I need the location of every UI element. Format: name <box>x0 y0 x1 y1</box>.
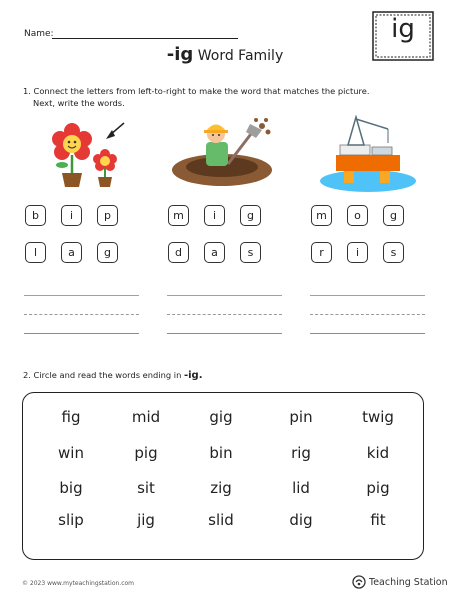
letter-box[interactable]: l <box>25 242 46 263</box>
writing-line-top[interactable] <box>167 295 282 296</box>
word-item[interactable]: win <box>58 444 84 462</box>
word-item[interactable]: slip <box>58 511 84 529</box>
writing-line-base <box>310 333 425 334</box>
stamp-text: ig <box>391 14 415 44</box>
writing-line-base <box>24 333 139 334</box>
letter-box[interactable]: a <box>204 242 225 263</box>
writing-line-mid <box>167 314 282 315</box>
writing-line-top[interactable] <box>24 295 139 296</box>
letter-box[interactable]: g <box>97 242 118 263</box>
letter-box[interactable]: o <box>347 205 368 226</box>
letter-box[interactable]: a <box>61 242 82 263</box>
letter-box[interactable]: r <box>311 242 332 263</box>
word-item[interactable]: jig <box>137 511 155 529</box>
name-line <box>52 38 238 39</box>
writing-line-base <box>167 333 282 334</box>
letter-row <box>25 242 118 263</box>
writing-line-mid <box>310 314 425 315</box>
copyright: © 2023 www.myteachingstation.com <box>22 580 135 587</box>
word-item[interactable]: lid <box>292 479 310 497</box>
word-item[interactable]: big <box>59 479 83 497</box>
boy-digging-icon <box>170 112 280 192</box>
name-label: Name: <box>24 29 54 39</box>
word-item[interactable]: bin <box>209 444 233 462</box>
word-item[interactable]: zig <box>210 479 232 497</box>
word-item[interactable]: fit <box>370 511 386 529</box>
writing-line-mid <box>24 314 139 315</box>
word-item[interactable]: twig <box>362 408 394 426</box>
letter-row <box>25 205 118 226</box>
letter-box[interactable]: p <box>97 205 118 226</box>
word-item[interactable]: mid <box>131 408 161 426</box>
page-title: -ig Word Family <box>166 44 284 65</box>
word-item[interactable]: sit <box>137 479 155 497</box>
teaching-station-icon <box>352 575 366 589</box>
letter-box[interactable]: m <box>311 205 332 226</box>
letter-box[interactable]: g <box>383 205 404 226</box>
word-item[interactable]: pig <box>134 444 158 462</box>
word-item[interactable]: slid <box>208 511 234 529</box>
letter-box[interactable]: d <box>168 242 189 263</box>
instruction-2: 2. Circle and read the words ending in -ig. <box>23 370 203 381</box>
letter-box[interactable]: s <box>383 242 404 263</box>
instruction-1: 1. Connect the letters from left-to-right to make the word that matches the picture. Next, write the words. <box>23 86 370 108</box>
letter-row <box>168 242 261 263</box>
brand-logo <box>352 575 448 589</box>
letter-box[interactable]: m <box>168 205 189 226</box>
word-item[interactable]: rig <box>291 444 311 462</box>
letter-box[interactable]: i <box>204 205 225 226</box>
word-item[interactable]: gig <box>209 408 233 426</box>
word-item[interactable]: dig <box>289 511 313 529</box>
letter-box[interactable]: g <box>240 205 261 226</box>
letter-box[interactable]: i <box>347 242 368 263</box>
letter-row <box>311 205 404 226</box>
letter-row <box>311 242 404 263</box>
brand-name: Teaching Station <box>369 576 448 588</box>
letter-box[interactable]: s <box>240 242 261 263</box>
writing-line-top[interactable] <box>310 295 425 296</box>
word-item[interactable]: kid <box>366 444 390 462</box>
letter-row <box>168 205 261 226</box>
flower-icon <box>42 117 132 189</box>
word-item[interactable]: pig <box>366 479 390 497</box>
letter-box[interactable]: i <box>61 205 82 226</box>
oil-rig-icon <box>318 115 418 193</box>
letter-box[interactable]: b <box>25 205 46 226</box>
word-item[interactable]: fig <box>61 408 81 426</box>
word-item[interactable]: pin <box>289 408 313 426</box>
